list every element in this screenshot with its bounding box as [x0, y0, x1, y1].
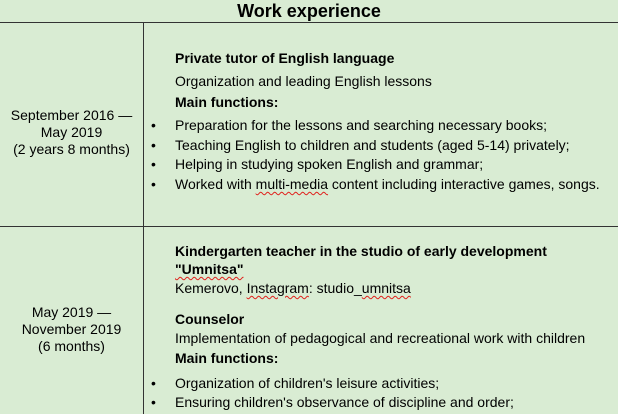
- entry-2-role: Counselor: [175, 311, 245, 327]
- text-part: Kemerovo,: [175, 280, 247, 296]
- entry-1-dates: [0, 107, 143, 158]
- section-header: [0, 0, 618, 23]
- section-title: Work experience: [237, 1, 381, 21]
- spellcheck-word: "Umnitsa": [175, 261, 244, 277]
- entry-2-position: Kindergarten teacher in the studio of early development: [175, 243, 547, 259]
- function-item: Preparation for the lessons and searching necessary books;: [175, 117, 547, 133]
- entry-2-position-name: [175, 261, 244, 277]
- function-item: Organization of children's leisure activities;: [175, 375, 440, 391]
- date-line: (6 months): [38, 338, 105, 354]
- spellcheck-word: multi-media: [255, 176, 329, 192]
- function-item: [175, 176, 600, 192]
- bullet-icon: •: [151, 156, 156, 172]
- date-line: (2 years 8 months): [13, 141, 130, 157]
- date-line: May 2019 —: [31, 304, 112, 320]
- date-line: May 2019: [40, 124, 103, 140]
- spellcheck-word: umnitsa: [361, 280, 411, 296]
- function-item: Ensuring children's observance of discipline and order;: [175, 394, 514, 410]
- function-item: Helping in studying spoken English and grammar;: [175, 156, 484, 172]
- row-divider: [0, 226, 618, 227]
- entry-1-position: Private tutor of English language: [175, 50, 395, 66]
- text-part: Worked with: [175, 176, 256, 192]
- entry-2-description: Implementation of pedagogical and recreational work with children: [175, 330, 586, 346]
- entry-2-location: [175, 280, 411, 296]
- bullet-icon: •: [151, 176, 156, 192]
- bullet-icon: •: [151, 394, 156, 410]
- date-line: September 2016 —: [10, 107, 133, 123]
- spellcheck-word: Instagram: [246, 280, 309, 296]
- bullet-icon: •: [151, 137, 156, 153]
- entry-1-functions-label: Main functions:: [175, 94, 279, 110]
- bullet-icon: •: [151, 117, 156, 133]
- entry-1-description: Organization and leading English lessons: [175, 73, 432, 89]
- function-item: Teaching English to children and students (aged 5-14) privately;: [175, 137, 570, 153]
- text-part: content including interactive games, songs.: [328, 176, 600, 192]
- column-divider: [143, 22, 144, 414]
- date-line: November 2019: [21, 321, 122, 337]
- bullet-icon: •: [151, 375, 156, 391]
- entry-2-dates: [0, 304, 143, 355]
- text-part: : studio_: [308, 280, 362, 296]
- entry-2-functions-label: Main functions:: [175, 350, 279, 366]
